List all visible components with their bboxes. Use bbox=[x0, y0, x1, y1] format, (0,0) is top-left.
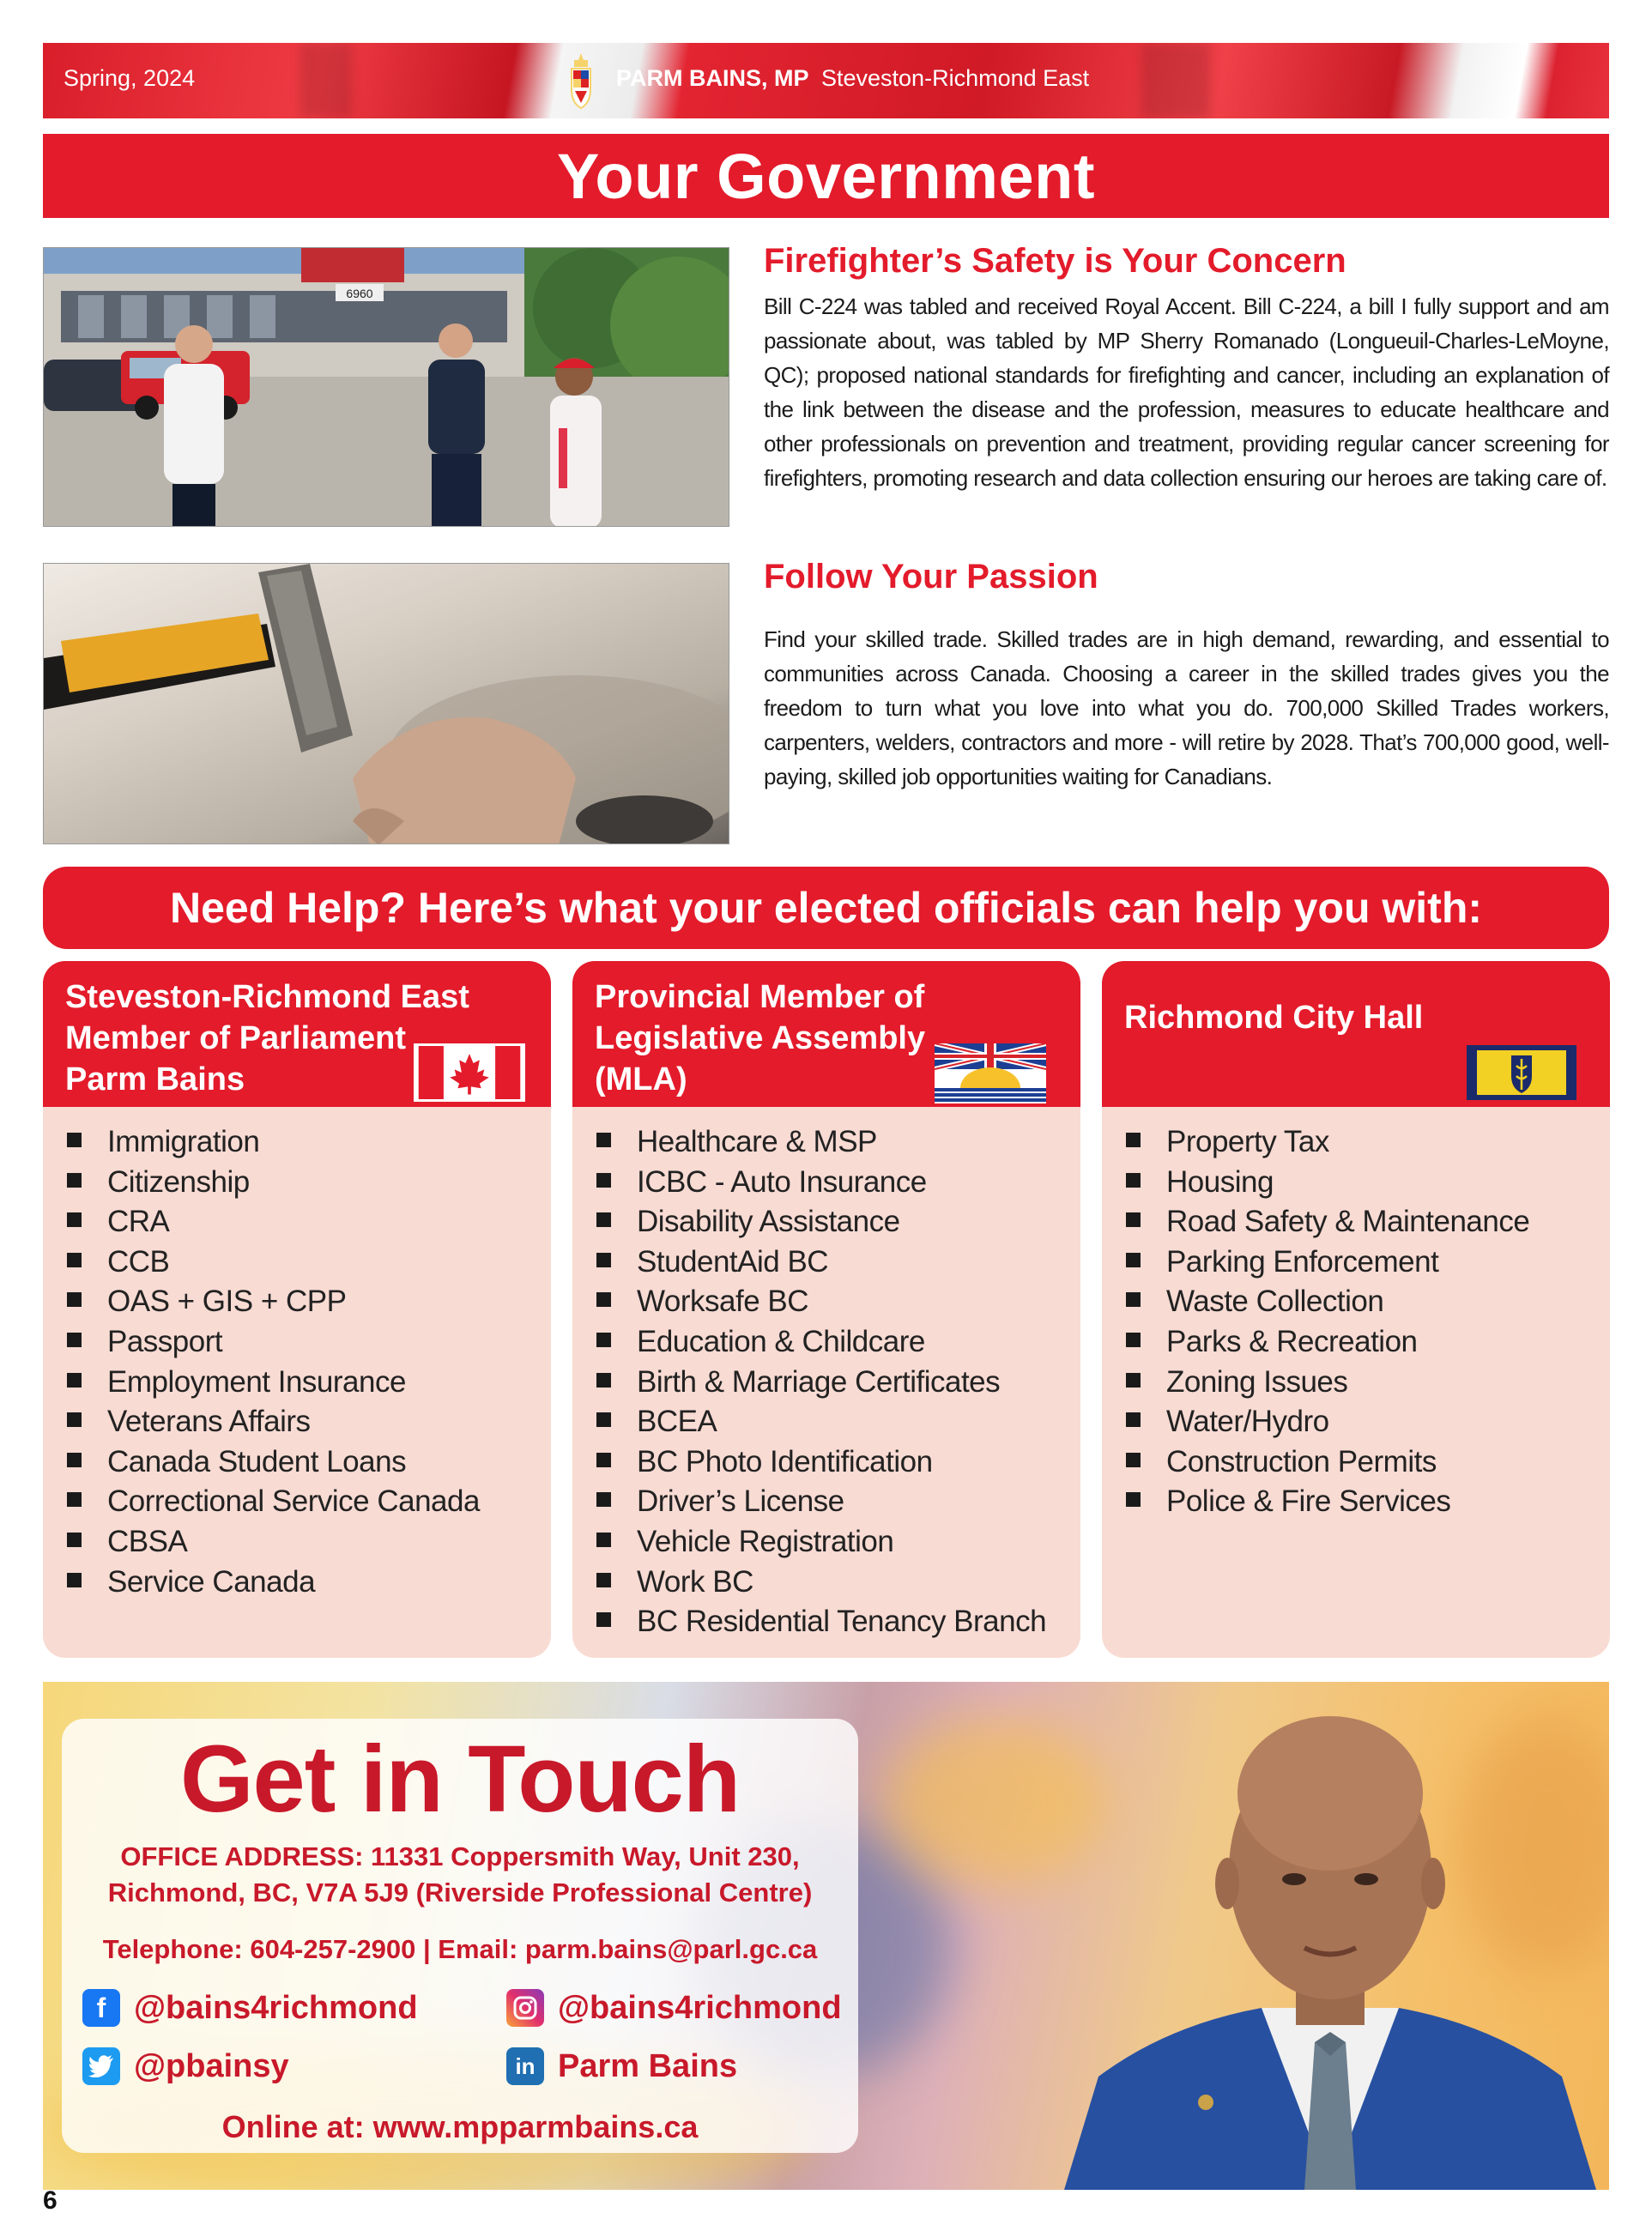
column-title-line: Steveston-Richmond East bbox=[65, 979, 469, 1015]
twitter-icon bbox=[82, 2047, 120, 2085]
list-item: ICBC - Auto Insurance bbox=[596, 1163, 1080, 1203]
article-follow-your-passion bbox=[764, 558, 1609, 794]
list-item: OAS + GIS + CPP bbox=[67, 1282, 551, 1322]
linkedin-name: Parm Bains bbox=[558, 2047, 738, 2084]
column-header bbox=[572, 961, 1080, 1107]
mp-portrait bbox=[1064, 1699, 1596, 2190]
list-item: Birth & Marriage Certificates bbox=[596, 1363, 1080, 1403]
list-item: Employment Insurance bbox=[67, 1363, 551, 1403]
need-help-heading: Need Help? Here’s what your elected officials can help you with: bbox=[169, 884, 1483, 932]
list-item: Zoning Issues bbox=[1126, 1363, 1610, 1403]
list-item: Service Canada bbox=[67, 1563, 551, 1603]
list-item: Passport bbox=[67, 1322, 551, 1363]
flag-fold-shadow bbox=[1141, 43, 1210, 118]
column-title-line: Member of Parliament bbox=[65, 1020, 406, 1056]
list-item: Correctional Service Canada bbox=[67, 1482, 551, 1522]
linkedin-link[interactable] bbox=[506, 2047, 737, 2085]
facebook-icon: f bbox=[82, 1989, 120, 2027]
services-list bbox=[1102, 1107, 1610, 1522]
column-header bbox=[1102, 961, 1610, 1107]
column-header bbox=[43, 961, 551, 1107]
firefighters-photo bbox=[43, 247, 729, 527]
services-list bbox=[572, 1107, 1080, 1642]
article-heading: Firefighter’s Safety is Your Concern bbox=[764, 242, 1346, 280]
article-body: Bill C-224 was tabled and received Royal Accent. Bill C-224, a bill I fully support and am passionate about, was tabled by MP Sherry Romanado (Longueuil-Charles-LeMoyne, QC); proposed national standards for firefighting and cancer, including an explanation of the link between the disease and the profession, measures to educate healthcare and other professionals on prevention and treatment, providing regular cancer screening for firefighters, promoting research and data collection ensuring our heroes are taking care of. bbox=[764, 293, 1609, 491]
list-item: CCB bbox=[67, 1242, 551, 1283]
contact-title: Get in Touch bbox=[179, 1726, 741, 1832]
issue-date: Spring, 2024 bbox=[64, 65, 196, 91]
article-body: Find your skilled trade. Skilled trades are in high demand, rewarding, and essential to communities across Canada. Choosing a career in the skilled trades gives you the freedom to turn what you love into what you do. 700,000 Skilled Trades workers, carpenters, welders, contractors and more - will retire by 2028. That’s 700,000 good, well-paying, skilled job opportunities waiting for Canadians. bbox=[764, 626, 1609, 789]
instagram-link[interactable] bbox=[506, 1989, 842, 2027]
list-item: Veterans Affairs bbox=[67, 1402, 551, 1442]
list-item: Education & Childcare bbox=[596, 1322, 1080, 1363]
article-heading: Follow Your Passion bbox=[764, 558, 1098, 596]
list-item: Vehicle Registration bbox=[596, 1522, 1080, 1563]
linkedin-icon: in bbox=[506, 2047, 544, 2085]
list-item: BCEA bbox=[596, 1402, 1080, 1442]
list-item: CRA bbox=[67, 1202, 551, 1242]
list-item: Housing bbox=[1126, 1163, 1610, 1203]
mp-services-column bbox=[43, 961, 551, 1658]
list-item: Parks & Recreation bbox=[1126, 1322, 1610, 1363]
instagram-icon bbox=[506, 1989, 544, 2027]
article-firefighter-safety bbox=[764, 242, 1609, 495]
list-item: Worksafe BC bbox=[596, 1282, 1080, 1322]
mp-name: PARM BAINS, MP bbox=[616, 65, 809, 91]
list-item: Road Safety & Maintenance bbox=[1126, 1202, 1610, 1242]
column-title-line: Parm Bains bbox=[65, 1061, 245, 1097]
list-item: Immigration bbox=[67, 1122, 551, 1163]
list-item: Disability Assistance bbox=[596, 1202, 1080, 1242]
facebook-handle: @bains4richmond bbox=[134, 1989, 418, 2026]
column-title-line: Richmond City Hall bbox=[1124, 1000, 1424, 1036]
page-number: 6 bbox=[43, 2186, 57, 2215]
parliament-crest-icon bbox=[568, 51, 594, 112]
list-item: Citizenship bbox=[67, 1163, 551, 1203]
list-item: Driver’s License bbox=[596, 1482, 1080, 1522]
list-item: Healthcare & MSP bbox=[596, 1122, 1080, 1163]
hammer-illustration bbox=[44, 564, 729, 844]
phone-email[interactable]: Telephone: 604-257-2900 | Email: parm.bains@parl.gc.ca bbox=[102, 1934, 818, 1964]
city-hall-services-column bbox=[1102, 961, 1610, 1658]
column-title-line: Legislative Assembly bbox=[595, 1020, 926, 1056]
mla-services-column bbox=[572, 961, 1080, 1658]
list-item: Parking Enforcement bbox=[1126, 1242, 1610, 1283]
list-item: StudentAid BC bbox=[596, 1242, 1080, 1283]
office-address-line1: OFFICE ADDRESS: 11331 Coppersmith Way, Unit 230, bbox=[120, 1841, 800, 1871]
british-columbia-flag-icon bbox=[935, 1043, 1046, 1103]
firefighters-illustration bbox=[44, 248, 729, 527]
column-title-line: Provincial Member of bbox=[595, 979, 925, 1015]
list-item: BC Residential Tenancy Branch bbox=[596, 1602, 1080, 1642]
list-item: CBSA bbox=[67, 1522, 551, 1563]
column-title-line: (MLA) bbox=[595, 1061, 687, 1097]
office-address-line2: Richmond, BC, V7A 5J9 (Riverside Professional Centre) bbox=[107, 1877, 813, 1908]
list-item: Work BC bbox=[596, 1563, 1080, 1603]
services-list bbox=[43, 1107, 551, 1602]
list-item: BC Photo Identification bbox=[596, 1442, 1080, 1483]
facebook-link[interactable] bbox=[82, 1989, 418, 2027]
need-help-banner bbox=[43, 867, 1609, 949]
top-banner bbox=[43, 43, 1609, 118]
twitter-handle: @pbainsy bbox=[134, 2047, 289, 2084]
hammer-photo bbox=[43, 563, 729, 844]
page-title-bar bbox=[43, 134, 1609, 218]
twitter-link[interactable] bbox=[82, 2047, 289, 2085]
flag-fold-shadow bbox=[300, 43, 352, 118]
richmond-flag-icon bbox=[1467, 1045, 1576, 1100]
riding-name: Steveston-Richmond East bbox=[821, 65, 1090, 91]
list-item: Construction Permits bbox=[1126, 1442, 1610, 1483]
canada-flag-icon bbox=[414, 1043, 525, 1102]
list-item: Canada Student Loans bbox=[67, 1442, 551, 1483]
page-title: Your Government bbox=[557, 140, 1095, 212]
list-item: Police & Fire Services bbox=[1126, 1482, 1610, 1522]
list-item: Property Tax bbox=[1126, 1122, 1610, 1163]
building-number-sign: 6960 bbox=[346, 287, 373, 300]
instagram-handle: @bains4richmond bbox=[558, 1989, 842, 2026]
list-item: Waste Collection bbox=[1126, 1282, 1610, 1322]
list-item: Water/Hydro bbox=[1126, 1402, 1610, 1442]
website-link[interactable]: Online at: www.mpparmbains.ca bbox=[221, 2109, 699, 2144]
